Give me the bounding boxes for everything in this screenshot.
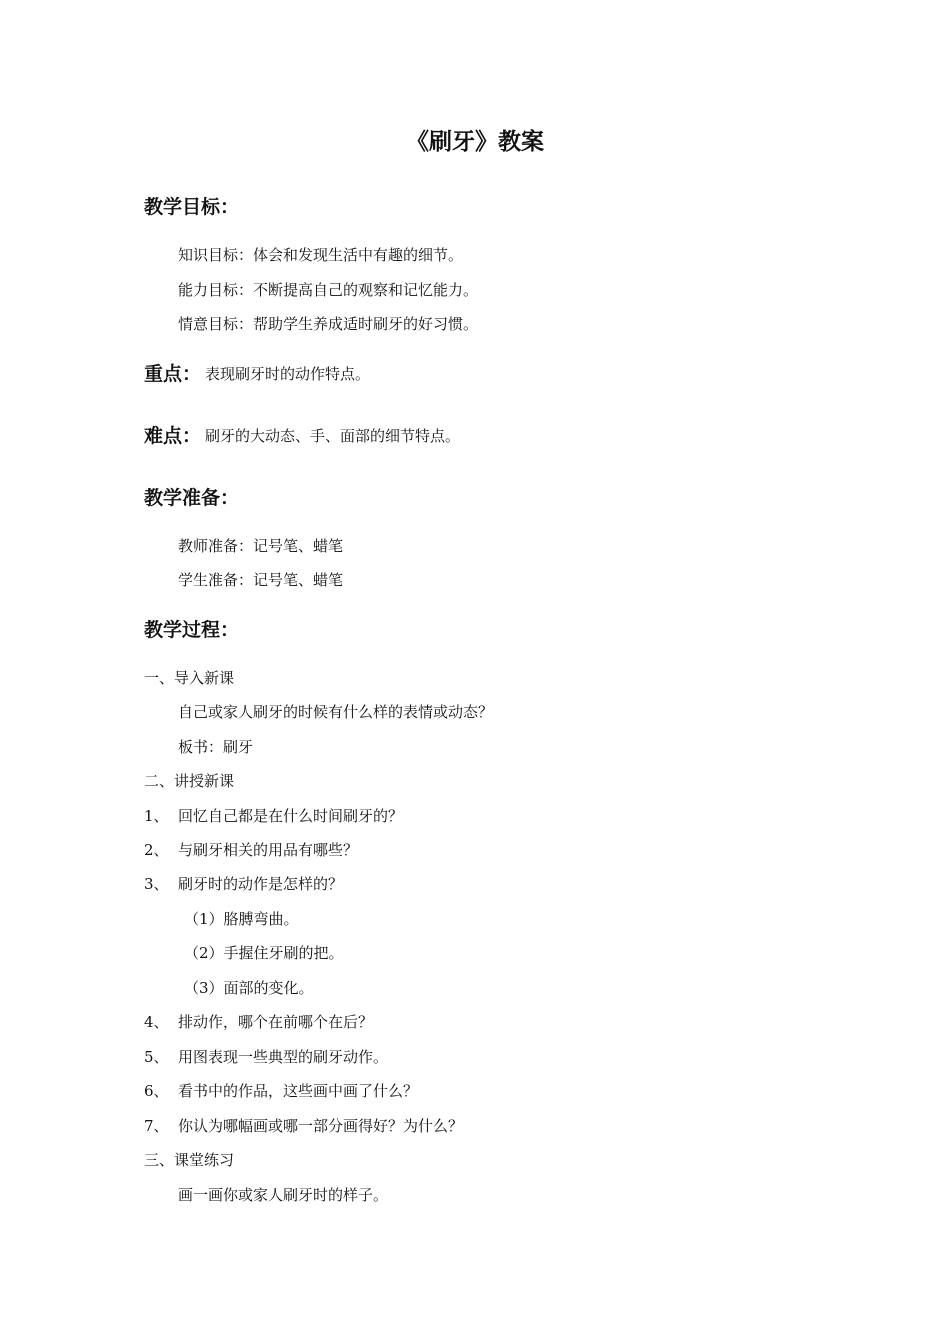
preparation-heading: 教学准备： <box>144 487 240 509</box>
step-number: 4、 <box>144 1013 169 1031</box>
step-item <box>144 1080 418 1102</box>
step-number: 1、 <box>144 807 169 825</box>
objectives-heading: 教学目标： <box>144 196 240 218</box>
key-point-text: 表现刷牙时的动作特点。 <box>205 365 371 383</box>
step-item <box>144 1115 463 1137</box>
step-item <box>144 1046 388 1068</box>
step-item <box>144 873 343 895</box>
difficulty <box>144 422 460 450</box>
section1-title: 一、导入新课 <box>144 669 235 687</box>
preparation-student: 学生准备：记号笔、蜡笔 <box>178 571 344 589</box>
sub-step-item: （2）手握住牙刷的把。 <box>184 944 344 962</box>
preparation-teacher: 教师准备：记号笔、蜡笔 <box>178 537 344 555</box>
step-text: 回忆自己都是在什么时间刷牙的？ <box>178 807 404 825</box>
step-text: 排动作，哪个在前哪个在后？ <box>178 1013 374 1031</box>
section1-line: 自己或家人刷牙的时候有什么样的表情或动态？ <box>178 703 494 721</box>
key-point-label: 重点： <box>144 363 202 385</box>
section3-line: 画一画你或家人刷牙时的样子。 <box>178 1186 389 1204</box>
step-text: 你认为哪幅画或哪一部分画得好？为什么？ <box>178 1117 464 1135</box>
sub-step-item: （3）面部的变化。 <box>184 979 314 997</box>
document-title: 《刷牙》教案 <box>406 129 544 155</box>
objective-knowledge: 知识目标：体会和发现生活中有趣的细节。 <box>178 246 464 264</box>
step-number: 5、 <box>144 1048 169 1066</box>
objective-ability: 能力目标：不断提高自己的观察和记忆能力。 <box>178 281 479 299</box>
section2-title: 二、讲授新课 <box>144 772 235 790</box>
step-text: 用图表现一些典型的刷牙动作。 <box>178 1048 389 1066</box>
section3-title: 三、课堂练习 <box>144 1151 235 1169</box>
step-text: 看书中的作品，这些画中画了什么？ <box>178 1082 419 1100</box>
difficulty-text: 刷牙的大动态、手、面部的细节特点。 <box>205 427 461 445</box>
process-heading: 教学过程： <box>144 619 240 641</box>
difficulty-label: 难点： <box>144 425 202 447</box>
step-item <box>144 805 403 827</box>
step-item <box>144 839 358 861</box>
step-number: 7、 <box>144 1117 169 1135</box>
objective-emotion: 情意目标：帮助学生养成适时刷牙的好习惯。 <box>178 315 479 333</box>
step-item <box>144 1011 373 1033</box>
section1-line: 板书：刷牙 <box>178 738 254 756</box>
step-number: 3、 <box>144 875 169 893</box>
step-text: 刷牙时的动作是怎样的？ <box>178 875 344 893</box>
key-point <box>144 360 370 388</box>
sub-step-item: （1）胳膊弯曲。 <box>184 910 299 928</box>
step-text: 与刷牙相关的用品有哪些？ <box>178 841 359 859</box>
step-number: 6、 <box>144 1082 169 1100</box>
step-number: 2、 <box>144 841 169 859</box>
